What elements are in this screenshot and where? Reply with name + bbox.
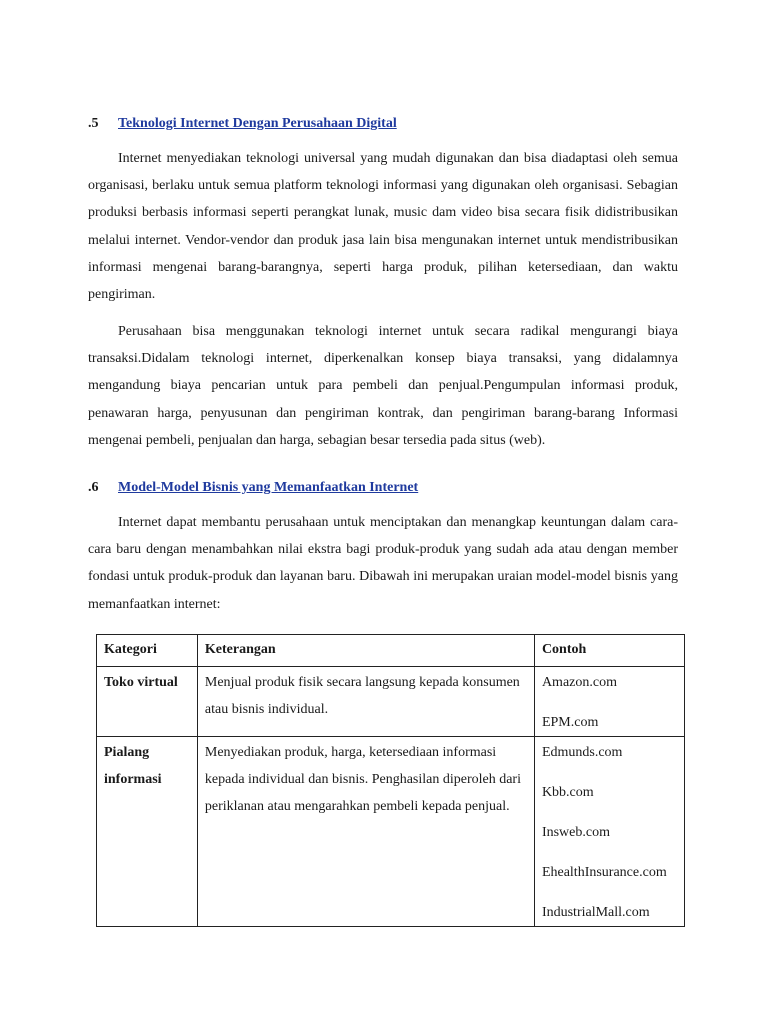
example-ehealthinsurance: EhealthInsurance.com <box>541 865 667 880</box>
section-6-number: .6 <box>88 480 99 495</box>
example-epm: EPM.com <box>541 715 599 730</box>
example-amazon: Amazon.com <box>541 675 617 690</box>
section-6-heading <box>88 479 418 497</box>
example-edmunds: Edmunds.com <box>541 745 623 760</box>
row-2-keterangan: Menyediakan produk, harga, ketersediaan informasi kepada individual dan bisnis. Penghasilan diperoleh dari periklanan atau mengarahkan pembeli kepada penjual. <box>197 737 534 927</box>
business-models-table <box>96 634 685 927</box>
example-kbb: Kbb.com <box>541 785 594 800</box>
row-1-keterangan: Menjual produk fisik secara langsung kepada konsumen atau bisnis individual. <box>197 667 534 737</box>
section-5-paragraph-1: Internet menyediakan teknologi universal yang mudah digunakan dan bisa diadaptasi oleh semua organisasi, berlaku untuk semua platform teknologi informasi yang digunakan oleh organisasi. Sebagian produksi berbasis informasi seperti perangkat lunak, music dam video bisa secara fisik didistribusikan melalui internet. Vendor-vendor dan produk jasa lain bisa mengunakan internet untuk mendistribusikan informasi mengenai barang-barangnya, seperti harga produk, pilihan ketersediaan, dan waktu pengiriman. <box>88 151 678 303</box>
header-contoh: Contoh <box>534 635 684 667</box>
row-2-kategori: Pialang informasi <box>97 737 198 927</box>
table-row <box>97 737 685 927</box>
example-industrialmall: IndustrialMall.com <box>541 905 650 920</box>
row-1-kategori: Toko virtual <box>97 667 198 737</box>
header-kategori: Kategori <box>97 635 198 667</box>
row-1-contoh <box>534 667 684 737</box>
section-5-number: .5 <box>88 116 99 131</box>
header-keterangan: Keterangan <box>197 635 534 667</box>
section-5-heading <box>88 115 397 133</box>
example-insweb: Insweb.com <box>541 825 610 840</box>
section-6-title-link[interactable]: Model-Model Bisnis yang Memanfaatkan Internet <box>118 480 419 495</box>
section-6-paragraph-1: Internet dapat membantu perusahaan untuk menciptakan dan menangkap keuntungan dalam cara-cara baru dengan menambahkan nilai ekstra bagi produk-produk yang sudah ada atau dengan member fondasi untuk produk-produk dan layanan baru. Dibawah ini merupakan uraian model-model bisnis yang memanfaatkan internet: <box>88 515 678 612</box>
section-5-title-link[interactable]: Teknologi Internet Dengan Perusahaan Digital <box>118 116 397 131</box>
section-5-paragraph-2: Perusahaan bisa menggunakan teknologi internet untuk secara radikal mengurangi biaya transaksi.Didalam teknologi internet, diperkenalkan konsep biaya transaksi, yang didalamnya mengandung biaya pencarian untuk para pembeli dan penjual.Pengumpulan informasi produk, penawaran harga, penyusunan dan pengiriman kontrak, dan pengiriman barang-barang Informasi mengenai pembeli, penjualan dan harga, sebagian besar tersedia pada situs (web). <box>88 324 678 448</box>
table-row <box>97 667 685 737</box>
table-header-row <box>97 635 685 667</box>
row-2-contoh <box>534 737 684 927</box>
